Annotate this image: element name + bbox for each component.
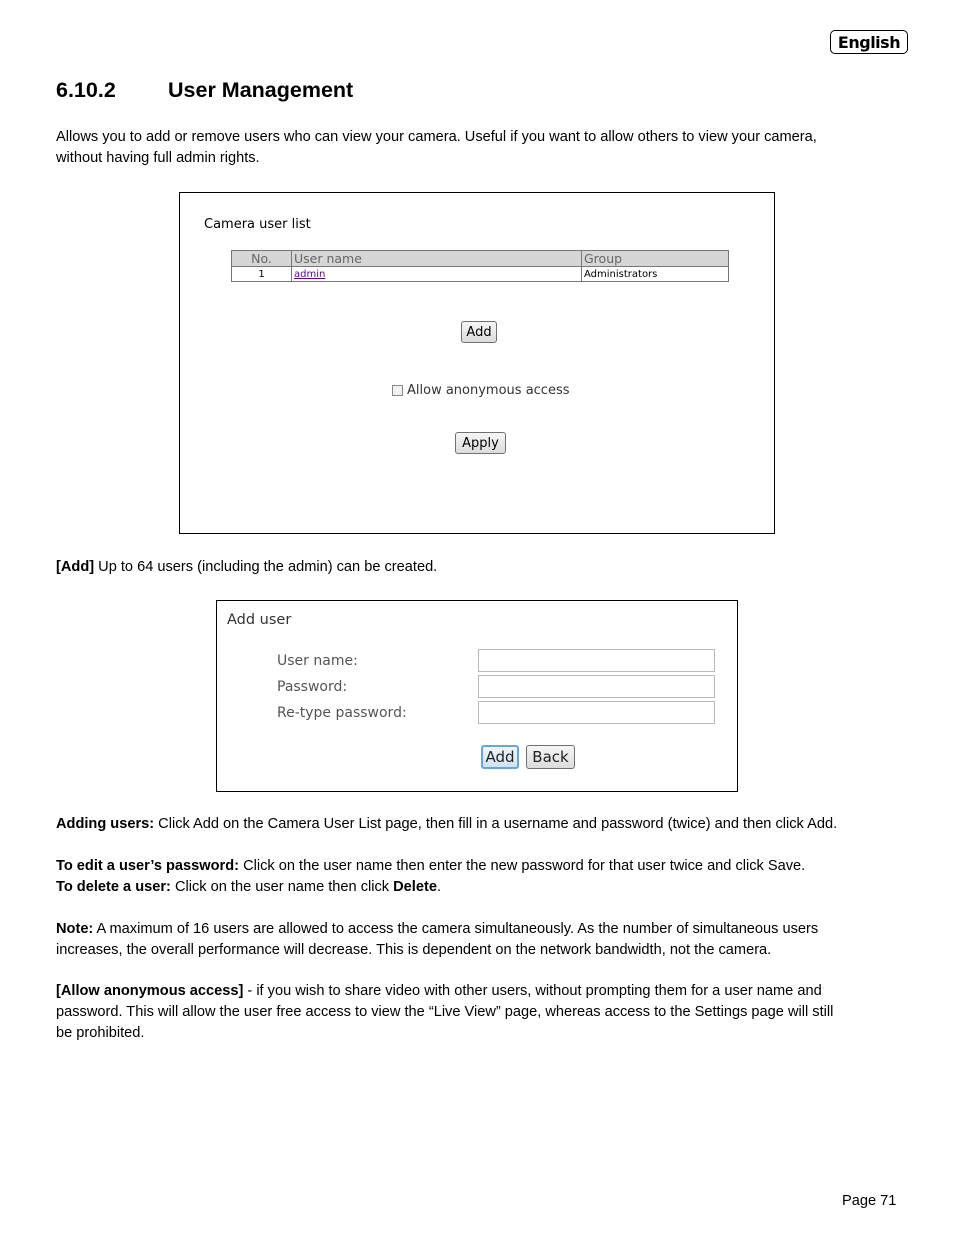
anonymous-access-checkbox[interactable]	[392, 385, 403, 396]
user-link-admin[interactable]: admin	[294, 268, 326, 280]
note-paragraph: Note: A maximum of 16 users are allowed to access the camera simultaneously. As the number of simultaneous users increases, the overall performance will decrease. This is dependent on the network bandwidth, not the camera.	[56, 921, 819, 958]
camera-user-list-caption: Camera user list	[204, 217, 311, 232]
add-user-caption: Add user	[227, 612, 292, 628]
section-title: User Management	[168, 78, 354, 102]
intro-paragraph: Allows you to add or remove users who can view your camera. Useful if you want to allow others to view your camera, without having full admin rights.	[56, 129, 817, 166]
add-note: [Add] Up to 64 users (including the admin) can be created.	[56, 559, 438, 575]
retype-password-label: Re-type password:	[277, 705, 407, 721]
username-label: User name:	[277, 653, 358, 669]
adding-users-paragraph: Adding users: Click Add on the Camera User List page, then fill in a username and password (twice) and then click Add.	[56, 816, 838, 832]
language-badge: English	[830, 30, 908, 54]
anonymous-access-option[interactable]	[392, 383, 570, 398]
retype-password-input[interactable]	[478, 701, 715, 724]
table-row	[232, 267, 729, 282]
edit-delete-paragraph: To edit a user’s password: Click on the user name then enter the new password for that user twice and click Save. To delete a user: Click on the user name then click Delete.	[56, 858, 806, 895]
row-user-cell	[292, 267, 582, 282]
password-input[interactable]	[478, 675, 715, 698]
username-input[interactable]	[478, 649, 715, 672]
user-table-header	[232, 251, 729, 267]
section-number: 6.10.2	[56, 78, 116, 102]
anonymous-paragraph: [Allow anonymous access] - if you wish to share video with other users, without prompting them for a user name and password. This will allow the user free access to view the “Live View” page, whereas access to the Settings page will still be prohibited.	[56, 983, 834, 1041]
apply-button[interactable]: Apply	[455, 432, 506, 454]
section-heading	[56, 78, 353, 103]
back-button[interactable]: Back	[526, 745, 575, 769]
page-number: Page 71	[842, 1193, 897, 1209]
add-button[interactable]: Add	[461, 321, 497, 343]
camera-user-list-screenshot	[179, 192, 775, 534]
column-user-name: User name	[292, 251, 582, 267]
user-table	[231, 250, 729, 282]
row-no: 1	[232, 267, 292, 282]
row-group: Administrators	[582, 267, 729, 282]
add-user-submit-button[interactable]: Add	[481, 745, 519, 769]
anonymous-access-label: Allow anonymous access	[407, 383, 570, 398]
add-user-screenshot	[216, 600, 738, 792]
column-group: Group	[582, 251, 729, 267]
column-no: No.	[232, 251, 292, 267]
password-label: Password:	[277, 679, 348, 695]
